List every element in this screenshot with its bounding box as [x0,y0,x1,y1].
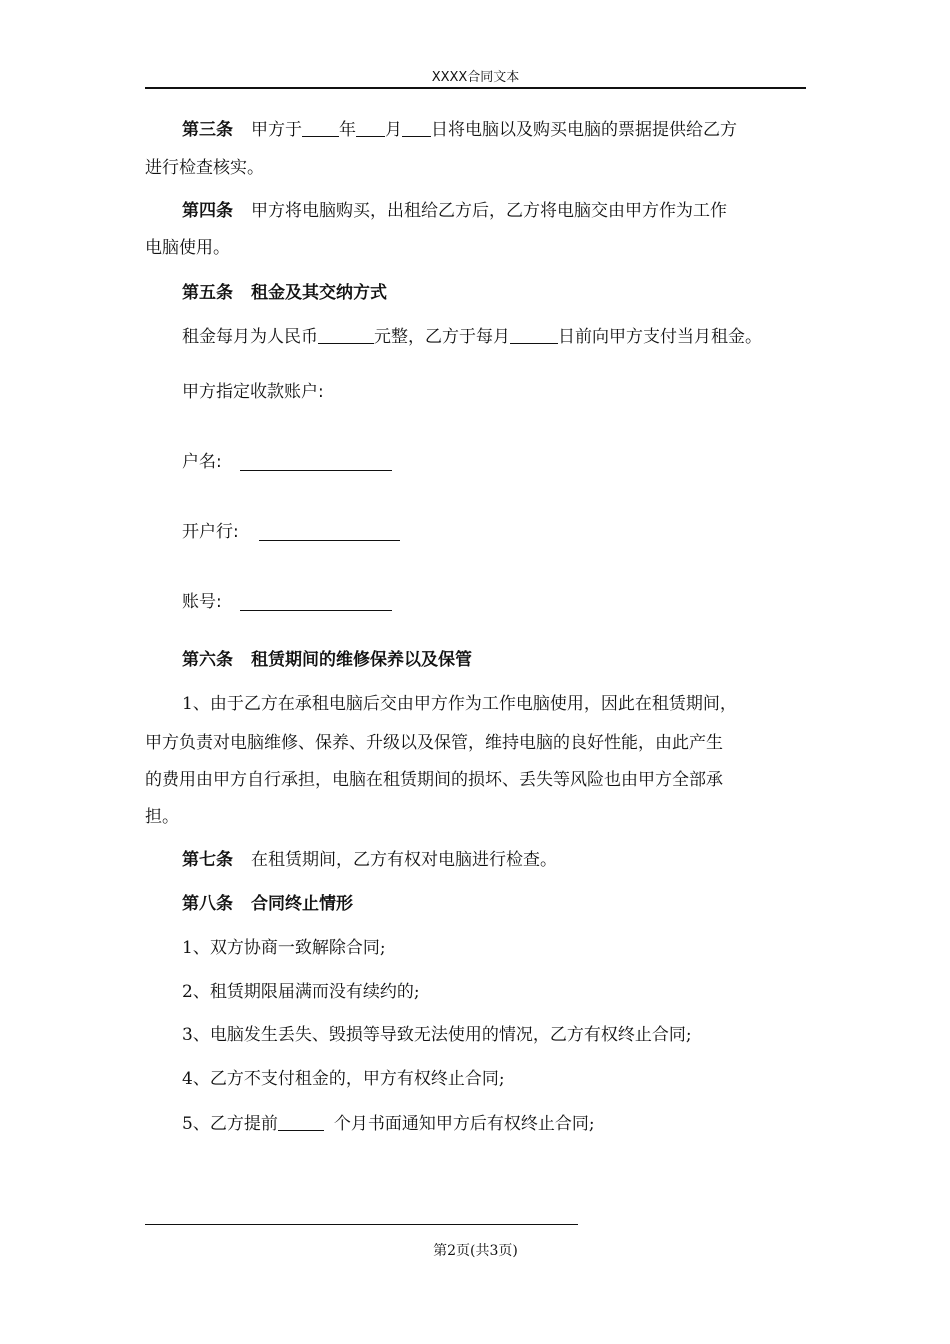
article-3-line-2: 进行检查核实。 [145,158,264,178]
article-7-label: 第七条 [182,850,233,870]
rent-amount-blank [318,328,374,344]
article-6-heading [182,652,472,669]
termination-item-3: 3、电脑发生丢失、毁损等导致无法使用的情况，乙方有权终止合同; [182,1025,692,1045]
page-header: XXXX合同文本 [431,70,520,85]
pay-day-blank [510,328,558,344]
header-rule [145,87,806,89]
termination-item-5: 5、乙方提前 个月书面通知甲方后有权终止合同; [182,1114,595,1134]
day-blank [402,121,431,137]
account-number-blank [240,610,392,611]
article-6-line-3: 的费用由甲方自行承担，电脑在租赁期间的损坏、丢失等风险也由甲方全部承 [145,770,723,790]
article-4-line-1: 第四条 甲方将电脑购买，出租给乙方后，乙方将电脑交由甲方作为工作 [182,201,727,221]
article-3-label: 第三条 [182,120,233,140]
article-6-title: 租赁期间的维修保养以及保管 [251,650,472,670]
article-5-title: 租金及其交纳方式 [251,283,387,303]
termination-item-4: 4、乙方不支付租金的，甲方有权终止合同; [182,1069,505,1089]
termination-item-2: 2、租赁期限届满而没有续约的; [182,982,420,1002]
article-6-line-1: 1、由于乙方在承租电脑后交由甲方作为工作电脑使用，因此在租赁期间， [182,694,737,714]
account-name-blank [240,470,392,471]
account-number-label: 账号: [182,592,222,612]
article-6-line-4: 担。 [145,807,179,827]
footer-rule [145,1224,578,1225]
bank-label: 开户行: [182,522,239,542]
termination-item-1: 1、双方协商一致解除合同; [182,938,386,958]
article-8-label: 第八条 [182,894,233,914]
bank-blank [259,540,400,541]
article-5-label: 第五条 [182,283,233,303]
article-5-heading [182,285,387,302]
article-8-heading [182,896,353,913]
article-8-title: 合同终止情形 [251,894,353,914]
article-3-line-1: 第三条 甲方于 年 月 日将电脑以及购买电脑的票据提供给乙方 [182,120,737,140]
account-heading: 甲方指定收款账户: [182,382,324,402]
article-4-line-2: 电脑使用。 [145,238,230,258]
rent-amount-line: 租金每月为人民币 元整，乙方于每月 日前向甲方支付当月租金。 [182,327,762,347]
article-6-label: 第六条 [182,650,233,670]
page-number: 第2页(共3页) [433,1243,518,1259]
account-name-label: 户名: [182,452,222,472]
year-blank [302,121,339,137]
article-6-line-2: 甲方负责对电脑维修、保养、升级以及保管，维持电脑的良好性能，由此产生 [145,733,723,753]
notice-months-blank [278,1115,324,1131]
month-blank [356,121,385,137]
article-4-label: 第四条 [182,201,233,221]
article-7-line: 第七条 在租赁期间，乙方有权对电脑进行检查。 [182,850,557,870]
